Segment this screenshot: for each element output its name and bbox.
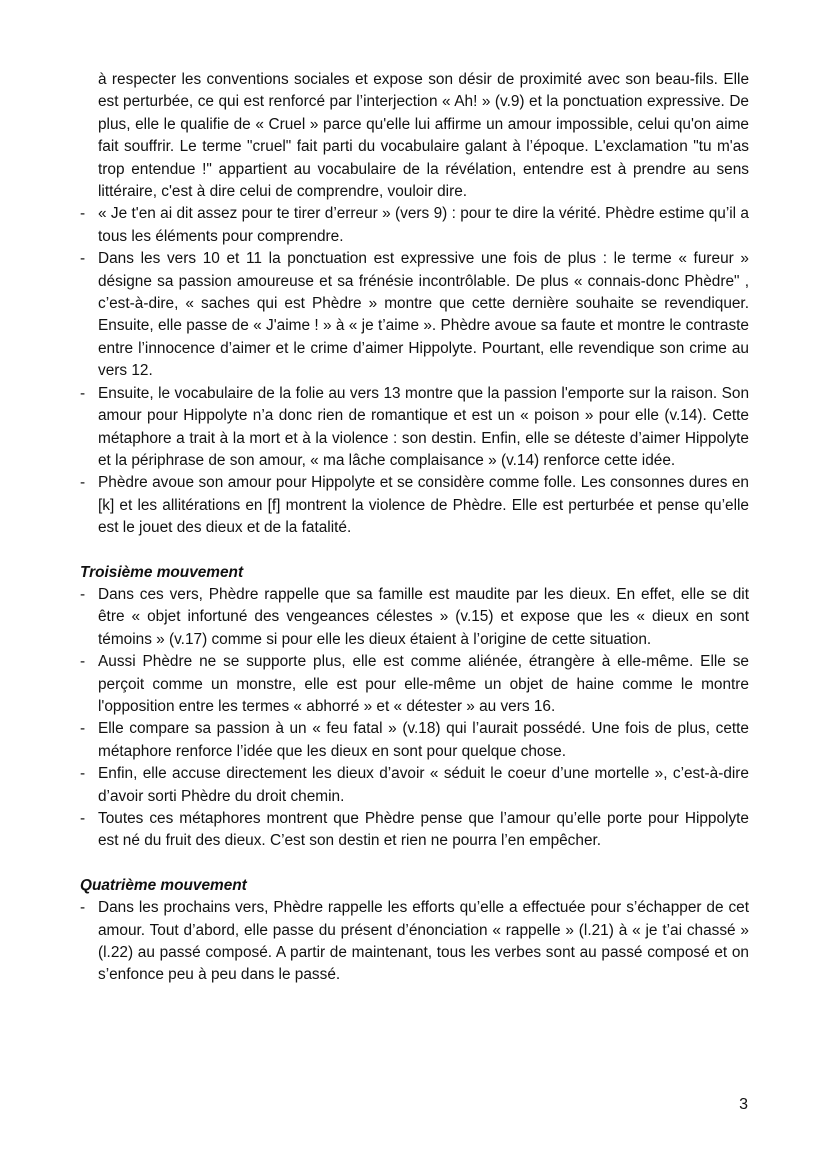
list-item: - « Je t'en ai dit assez pour te tirer d’erreur » (vers 9) : pour te dire la vérité. Phèdre estime qu’il a tous les éléments pour comprendre.: [80, 203, 749, 248]
list-item: - Dans les vers 10 et 11 la ponctuation est expressive une fois de plus : le terme « fureur » désigne sa passion amoureuse et sa frénésie incontrôlable. De plus « connais-donc Phèdre" , c’est-à-dire, « saches qui est Phèdre » montre que cette dernière souhaite se revendiquer. Ensuite, elle passe de « J'aime ! » à « je t’aime ». Phèdre avoue sa faute et montre le contraste entre l’innocence d’aimer et le crime d’aimer Hippolyte. Pourtant, elle revendique son crime au vers 12.: [80, 248, 749, 382]
list-item: - Enfin, elle accuse directement les dieux d’avoir « séduit le coeur d’une mortelle », c’est-à-dire d’avoir sorti Phèdre du droit chemin.: [80, 763, 749, 808]
section-heading-quatrieme: Quatrième mouvement: [80, 876, 247, 894]
troisieme-bullet-list: [80, 584, 749, 853]
list-item: - Aussi Phèdre ne se supporte plus, elle est comme aliénée, étrangère à elle-même. Elle se perçoit comme un monstre, elle est pour elle-même un objet de haine comme le montre l'opposition entre les termes « abhorré » et « détester » au vers 16.: [80, 651, 749, 718]
list-item: - Dans ces vers, Phèdre rappelle que sa famille est maudite par les dieux. En effet, elle se dit être « objet infortuné des vengeances célestes » (v.15) et expose que les « dieux en sont témoins » (v.17) comme si pour elle les dieux étaient à l’origine de cette situation.: [80, 584, 749, 651]
quatrieme-bullet-list: [80, 897, 749, 987]
list-item: - Toutes ces métaphores montrent que Phèdre pense que l’amour qu’elle porte pour Hippolyte est né du fruit des dieux. C’est son destin et rien ne pourra l’en empêcher.: [80, 808, 749, 853]
list-item: - Dans les prochains vers, Phèdre rappelle les efforts qu’elle a effectuée pour s’échapper de cet amour. Tout d’abord, elle passe du présent d’énonciation « rappelle » (l.21) à « je t’ai chassé » (l.22) au passé composé. A partir de maintenant, tous les verbes sont au passé composé et on s’enfonce peu à peu dans le passé.: [80, 897, 749, 987]
list-item: - Elle compare sa passion à un « feu fatal » (v.18) qui l’aurait possédé. Une fois de plus, cette métaphore renforce l’idée que les dieux en sont pour quelque chose.: [80, 718, 749, 763]
list-item: - Ensuite, le vocabulaire de la folie au vers 13 montre que la passion l'emporte sur la raison. Son amour pour Hippolyte n’a donc rien de romantique et est un « poison » pour elle (v.14). Cette métaphore a trait à la mort et à la violence : son destin. Enfin, elle se déteste d’aimer Hippolyte et la périphrase de son amour, « ma lâche complaisance » (v.14) renforce cette idée.: [80, 383, 749, 473]
section-heading-troisieme: Troisième mouvement: [80, 563, 244, 581]
list-item: - Phèdre avoue son amour pour Hippolyte et se considère comme folle. Les consonnes dures en [k] et les allitérations en [f] montrent la violence de Phèdre. Elle est perturbée et pense qu’elle est le jouet des dieux et de la fatalité.: [80, 472, 749, 539]
intro-paragraph: à respecter les conventions sociales et expose son désir de proximité avec son beau-fils. Elle est perturbée, ce qui est renforcé par l’interjection « Ah! » (v.9) et la ponctuation expressive. De plus, elle le qualifie de « Cruel » parce qu'elle lui affirme un amour impossible, celui qu'on aime fait souffrir. Le terme "cruel" fait parti du vocabulaire galant à l’époque. L'exclamation "tu m'as trop entendue !" appartient au vocabulaire de la révélation, entendre est à prendre au sens littéraire, c'est à dire celui de comprendre, vouloir dire.: [98, 71, 749, 201]
intro-bullet-list: [80, 203, 749, 539]
document-page: [80, 69, 749, 987]
page-number: 3: [739, 1096, 748, 1113]
